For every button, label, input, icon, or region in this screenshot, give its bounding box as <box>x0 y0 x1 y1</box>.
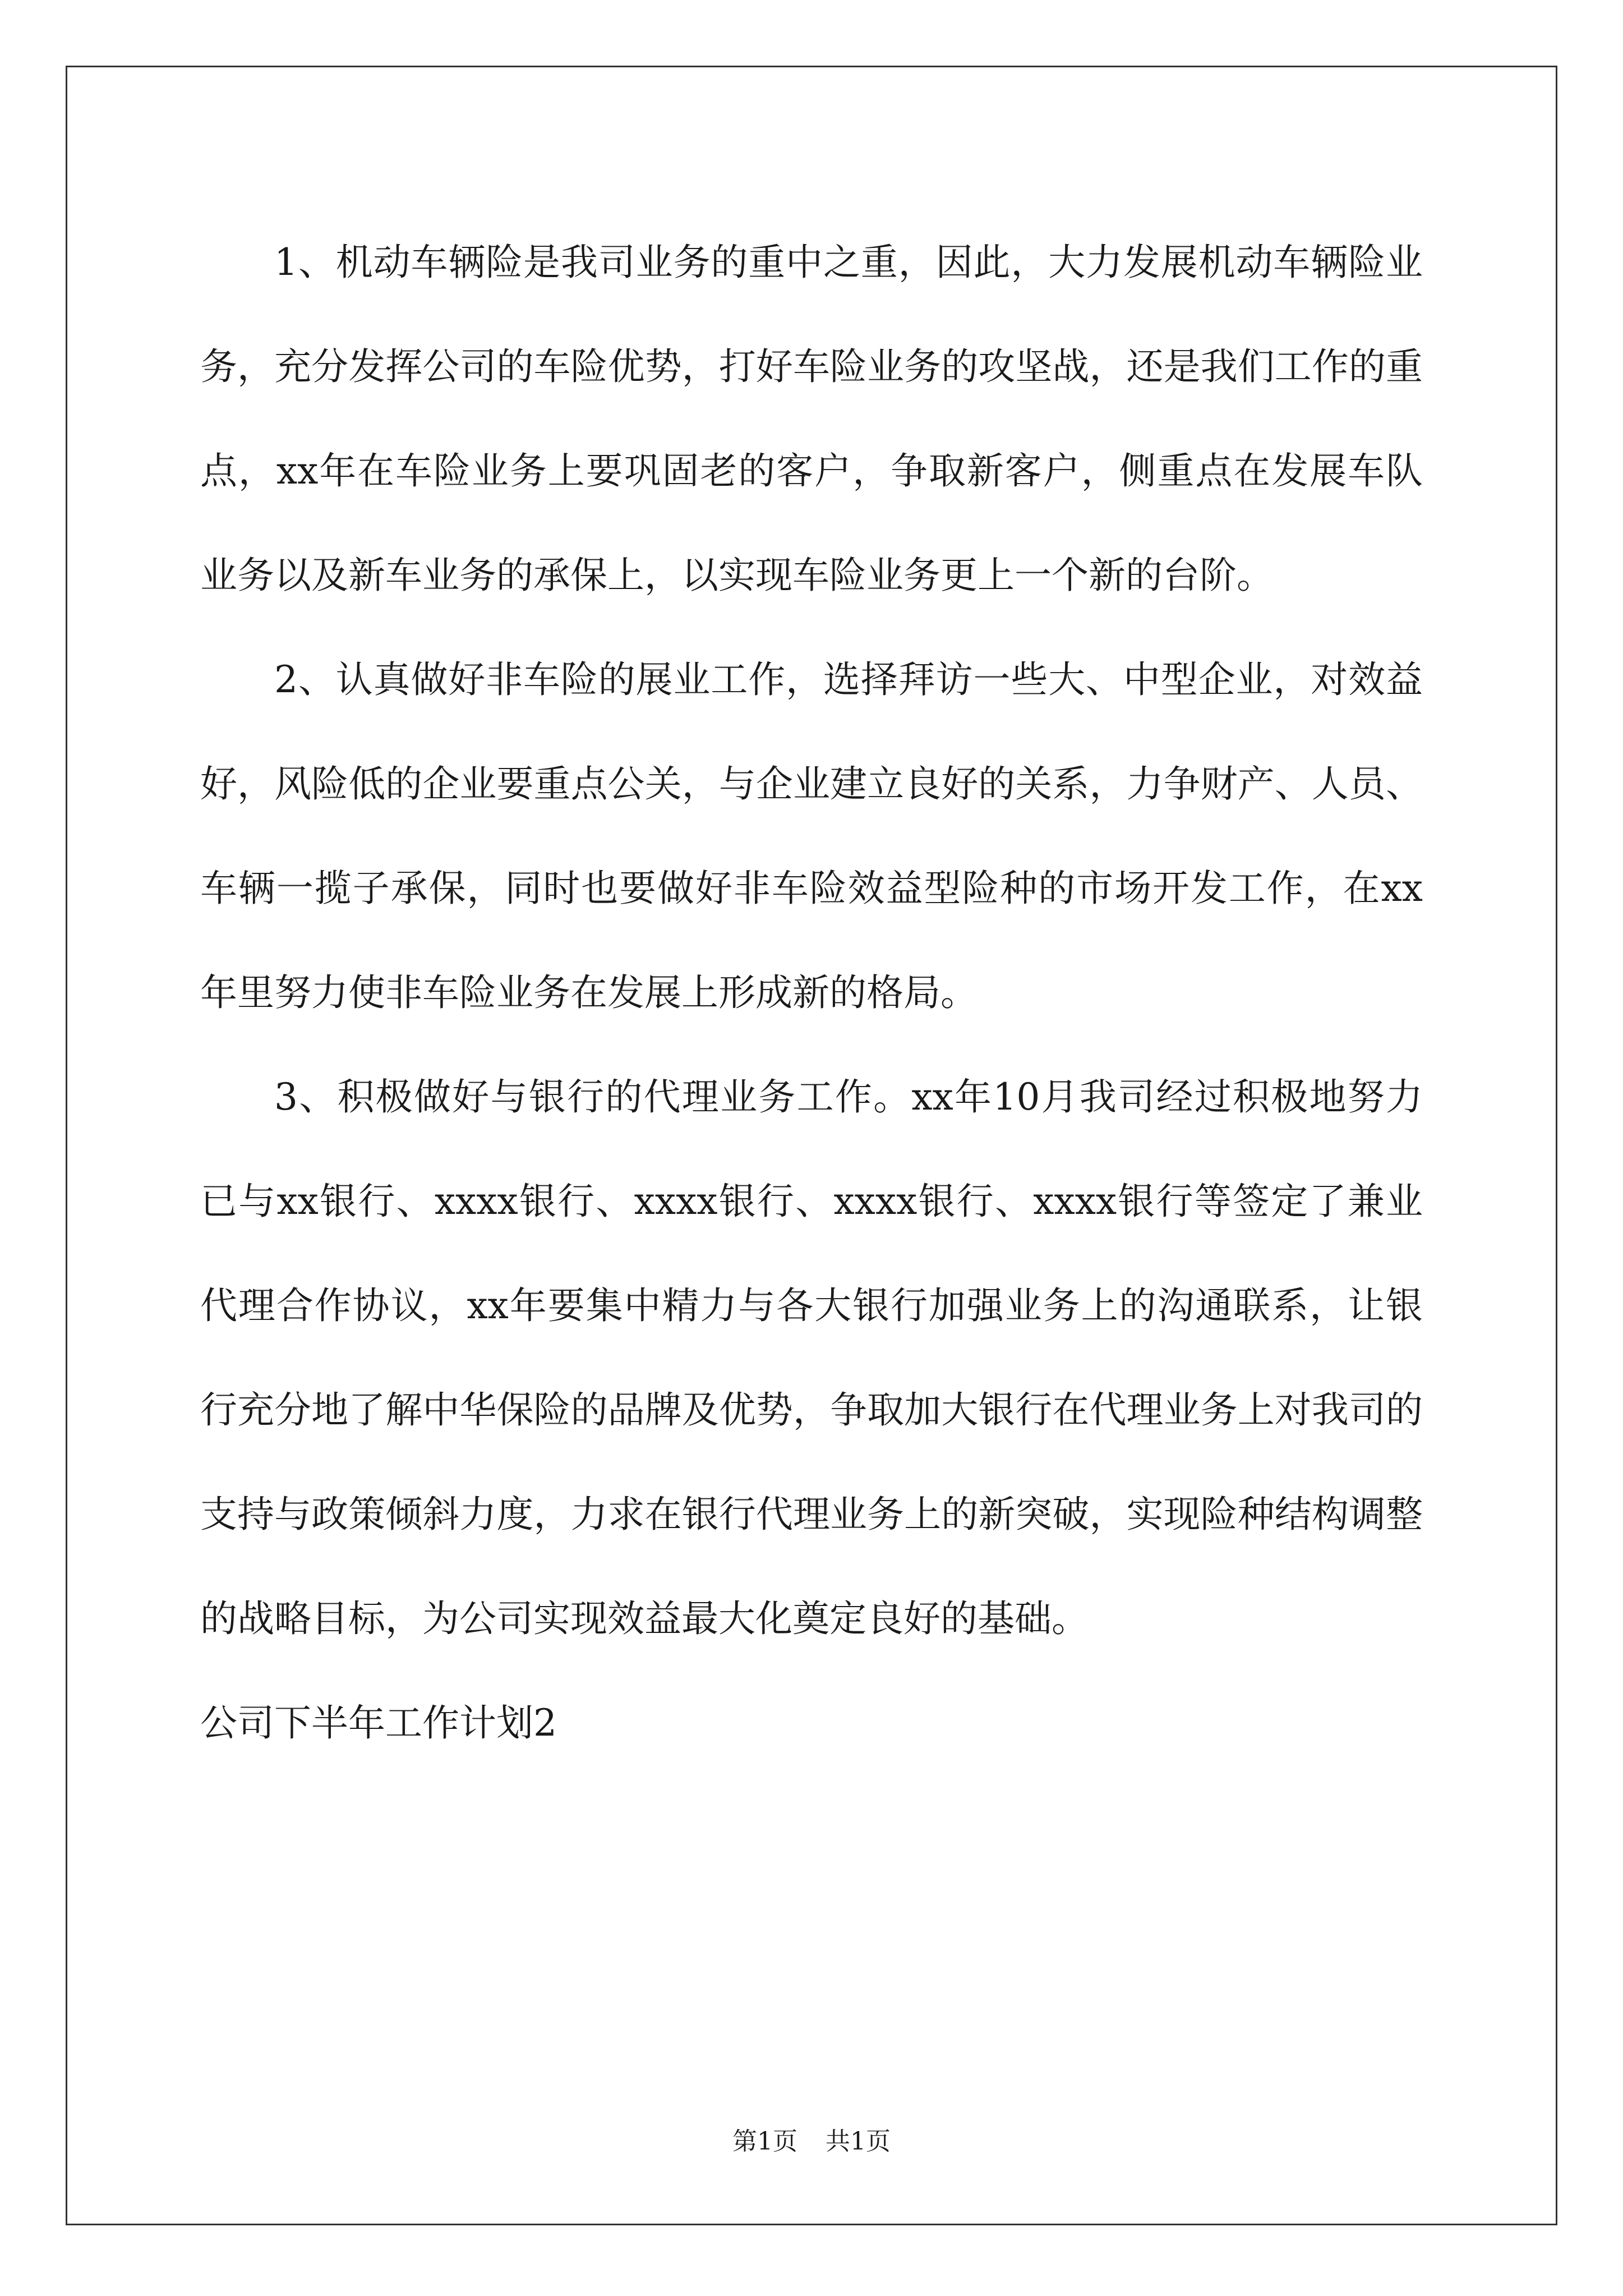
paragraph-1: 1、机动车辆险是我司业务的重中之重，因此，大力发展机动车辆险业务，充分发挥公司的车险优势，打好车险业务的攻坚战，还是我们工作的重点，xx年在车险业务上要巩固老的客户，争取新客户，侧重点在发展车队业务以及新车业务的承保上，以实现车险业务更上一个新的台阶。 <box>200 241 1423 597</box>
page-total: 共1页 <box>826 2127 891 2156</box>
section-heading: 公司下半年工作计划2 <box>200 1701 557 1745</box>
paragraph-2: 2、认真做好非车险的展业工作，选择拜访一些大、中型企业，对效益好，风险低的企业要重点公关，与企业建立良好的关系，力争财产、人员、车辆一揽子承保，同时也要做好非车险效益型险种的市场开发工作，在xx年里努力使非车险业务在发展上形成新的格局。 <box>200 658 1423 1014</box>
document-body <box>200 210 1423 1775</box>
paragraph-3: 3、积极做好与银行的代理业务工作。xx年10月我司经过积极地努力已与xx银行、xxxx银行、xxxx银行、xxxx银行、xxxx银行等签定了兼业代理合作协议，xx年要集中精力与各大银行加强业务上的沟通联系，让银行充分地了解中华保险的品牌及优势，争取加大银行在代理业务上对我司的支持与政策倾斜力度，力求在银行代理业务上的新突破，实现险种结构调整的战略目标，为公司实现效益最大化奠定良好的基础。 <box>200 1075 1423 1640</box>
page-footer <box>0 2125 1623 2159</box>
page-number: 第1页 <box>732 2127 797 2156</box>
